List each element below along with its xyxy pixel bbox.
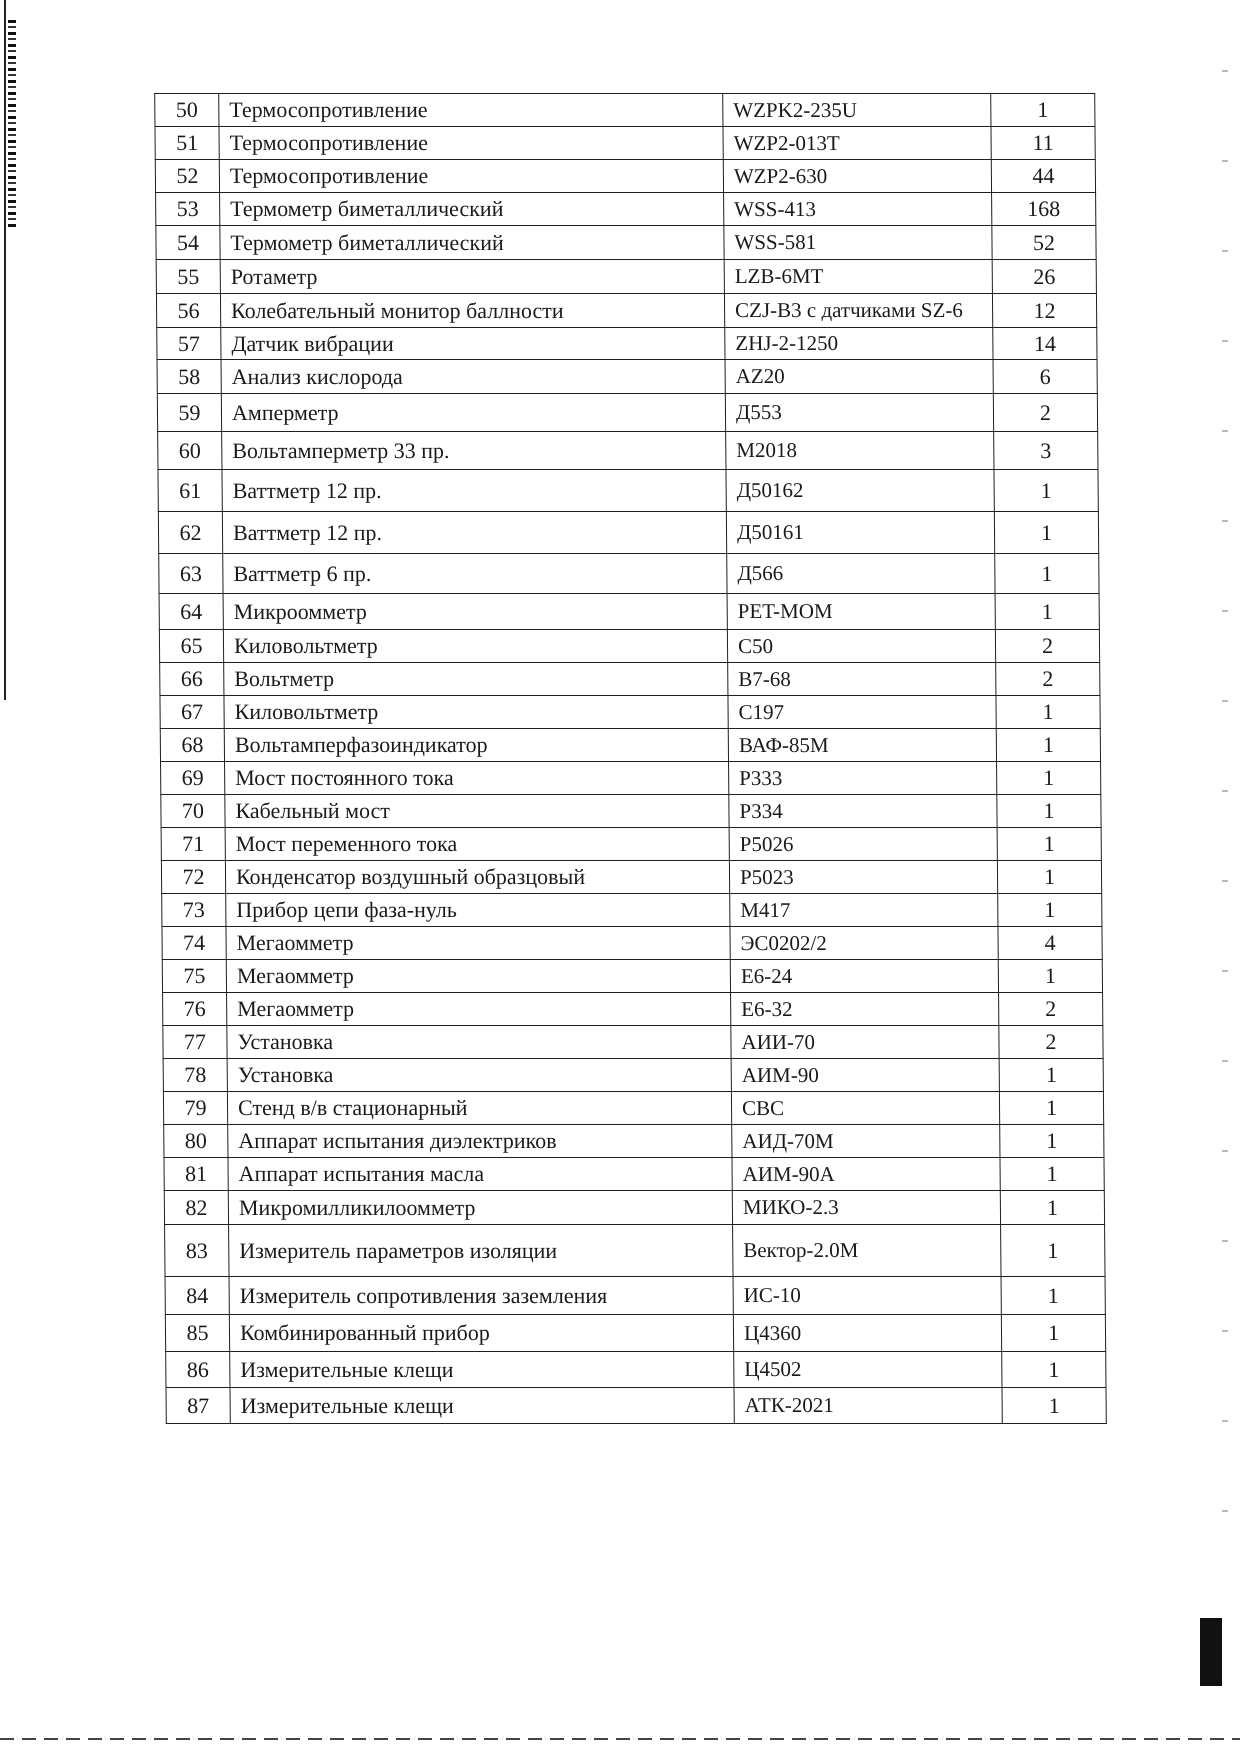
- item-model: В7-68: [728, 663, 996, 696]
- item-model: Вектор-2.0М: [733, 1225, 1001, 1277]
- row-number: 56: [156, 294, 220, 328]
- row-number: 67: [160, 696, 224, 729]
- table-row: [156, 193, 1096, 226]
- item-model: Р5026: [729, 828, 997, 861]
- item-quantity: 1: [995, 554, 1099, 594]
- row-number: 77: [163, 1026, 227, 1059]
- row-number: 55: [156, 260, 220, 294]
- item-name: Аппарат испытания масла: [228, 1158, 732, 1191]
- item-name: Мегаомметр: [226, 960, 730, 993]
- item-quantity: 11: [991, 127, 1095, 160]
- item-model: CZJ-B3 с датчиками SZ-6: [724, 294, 992, 328]
- item-quantity: 4: [998, 927, 1102, 960]
- item-model: АИД-70М: [732, 1125, 1000, 1158]
- item-name: Измеритель сопротивления заземления: [229, 1277, 733, 1315]
- row-number: 79: [163, 1092, 227, 1125]
- table-row: [166, 1352, 1106, 1388]
- table-row: [156, 260, 1096, 294]
- item-model: Р5023: [729, 861, 997, 894]
- row-number: 80: [164, 1125, 228, 1158]
- item-model: WSS-413: [724, 193, 992, 226]
- row-number: 73: [162, 894, 226, 927]
- item-name: Киловольтметр: [223, 630, 727, 663]
- item-quantity: 1: [1001, 1225, 1105, 1277]
- equipment-table: [154, 93, 1107, 1424]
- row-number: 61: [158, 470, 222, 512]
- item-name: Мегаомметр: [227, 993, 731, 1026]
- item-model: М417: [730, 894, 998, 927]
- item-model: АИИ-70: [731, 1026, 999, 1059]
- item-quantity: 2: [996, 663, 1100, 696]
- item-quantity: 3: [994, 432, 1098, 470]
- item-name: Конденсатор воздушный образцовый: [225, 861, 729, 894]
- item-model: WZPK2-235U: [723, 94, 991, 127]
- table-row: [155, 127, 1095, 160]
- item-quantity: 52: [992, 226, 1096, 260]
- item-model: С50: [727, 630, 995, 663]
- table-row: [160, 663, 1100, 696]
- table-row: [164, 1158, 1104, 1191]
- scan-edge-left: [4, 0, 16, 700]
- item-quantity: 168: [992, 193, 1096, 226]
- table-row: [161, 795, 1101, 828]
- table-row: [165, 1225, 1105, 1277]
- table-row: [158, 470, 1098, 512]
- item-name: Мост постоянного тока: [225, 762, 729, 795]
- item-quantity: 1: [998, 960, 1102, 993]
- item-quantity: 1: [1002, 1352, 1106, 1388]
- row-number: 76: [163, 993, 227, 1026]
- row-number: 87: [166, 1388, 230, 1424]
- row-number: 54: [156, 226, 220, 260]
- item-quantity: 26: [992, 260, 1096, 294]
- table-row: [158, 512, 1098, 554]
- item-quantity: 6: [993, 360, 1097, 394]
- item-name: Измеритель параметров изоляции: [229, 1225, 733, 1277]
- item-quantity: 1: [1000, 1191, 1104, 1225]
- item-quantity: 12: [992, 294, 1096, 328]
- item-name: Термосопротивление: [219, 160, 723, 193]
- item-model: С197: [728, 696, 996, 729]
- row-number: 71: [161, 828, 225, 861]
- item-name: Термометр биметаллический: [220, 193, 724, 226]
- item-quantity: 44: [991, 160, 1095, 193]
- item-model: Ц4360: [733, 1315, 1001, 1352]
- equipment-table-wrapper: [154, 93, 1106, 1424]
- item-name: Датчик вибрации: [221, 328, 725, 360]
- equipment-table-body: [155, 94, 1107, 1424]
- item-model: АИМ-90А: [732, 1158, 1000, 1191]
- table-row: [157, 328, 1097, 360]
- item-name: Вольтамперметр 33 пр.: [222, 432, 726, 470]
- table-row: [160, 729, 1100, 762]
- item-model: AZ20: [725, 360, 993, 394]
- scan-edge-right: [1222, 30, 1228, 1580]
- item-name: Анализ кислорода: [221, 360, 725, 394]
- table-row: [155, 94, 1095, 127]
- item-model: WSS-581: [724, 226, 992, 260]
- table-row: [158, 432, 1098, 470]
- item-model: СВС: [731, 1092, 999, 1125]
- row-number: 51: [155, 127, 219, 160]
- table-row: [162, 927, 1102, 960]
- table-row: [157, 394, 1097, 432]
- item-name: Амперметр: [221, 394, 725, 432]
- item-quantity: 1: [996, 696, 1100, 729]
- table-row: [159, 630, 1099, 663]
- item-name: Термосопротивление: [219, 94, 723, 127]
- item-name: Термосопротивление: [219, 127, 723, 160]
- table-row: [166, 1388, 1106, 1424]
- table-row: [162, 894, 1102, 927]
- item-quantity: 2: [995, 630, 1099, 663]
- item-quantity: 2: [999, 993, 1103, 1026]
- item-quantity: 1: [1000, 1125, 1104, 1158]
- item-model: Д553: [725, 394, 993, 432]
- row-number: 74: [162, 927, 226, 960]
- item-name: Ваттметр 12 пр.: [222, 470, 726, 512]
- item-quantity: 1: [997, 861, 1101, 894]
- item-model: Е6-32: [731, 993, 999, 1026]
- row-number: 60: [158, 432, 222, 470]
- item-model: Д50162: [726, 470, 994, 512]
- item-name: Ваттметр 6 пр.: [223, 554, 727, 594]
- row-number: 58: [157, 360, 221, 394]
- row-number: 69: [161, 762, 225, 795]
- item-name: Вольтамперфазоиндикатор: [224, 729, 728, 762]
- item-name: Аппарат испытания диэлектриков: [228, 1125, 732, 1158]
- item-name: Прибор цепи фаза-нуль: [226, 894, 730, 927]
- row-number: 86: [166, 1352, 230, 1388]
- item-model: ZHJ-2-1250: [725, 328, 993, 360]
- table-row: [163, 993, 1103, 1026]
- table-row: [163, 1026, 1103, 1059]
- item-name: Стенд в/в стационарный: [227, 1092, 731, 1125]
- table-row: [161, 861, 1101, 894]
- row-number: 84: [165, 1277, 229, 1315]
- row-number: 50: [155, 94, 219, 127]
- table-row: [161, 828, 1101, 861]
- table-row: [164, 1191, 1104, 1225]
- item-quantity: 1: [999, 1059, 1103, 1092]
- item-model: Р333: [729, 762, 997, 795]
- item-quantity: 1: [997, 762, 1101, 795]
- table-row: [161, 762, 1101, 795]
- row-number: 68: [160, 729, 224, 762]
- item-quantity: 1: [997, 828, 1101, 861]
- item-model: Р334: [729, 795, 997, 828]
- item-model: WZP2-013T: [723, 127, 991, 160]
- item-quantity: 14: [993, 328, 1097, 360]
- item-name: Мост переменного тока: [225, 828, 729, 861]
- item-quantity: 1: [998, 894, 1102, 927]
- scan-edge-bottom: [0, 1738, 1240, 1740]
- row-number: 59: [157, 394, 221, 432]
- table-row: [165, 1277, 1105, 1315]
- row-number: 72: [161, 861, 225, 894]
- table-row: [156, 226, 1096, 260]
- item-name: Киловольтметр: [224, 696, 728, 729]
- item-model: PET-MOM: [727, 594, 995, 630]
- table-row: [159, 594, 1099, 630]
- item-model: МИКО-2.3: [732, 1191, 1000, 1225]
- row-number: 53: [156, 193, 220, 226]
- row-number: 64: [159, 594, 223, 630]
- item-model: ЭС0202/2: [730, 927, 998, 960]
- table-row: [165, 1315, 1105, 1352]
- table-row: [163, 1092, 1103, 1125]
- item-model: LZB-6MT: [724, 260, 992, 294]
- row-number: 52: [155, 160, 219, 193]
- item-name: Кабельный мост: [225, 795, 729, 828]
- item-quantity: 1: [997, 795, 1101, 828]
- row-number: 66: [160, 663, 224, 696]
- item-name: Измерительные клещи: [230, 1388, 734, 1424]
- table-row: [163, 1059, 1103, 1092]
- item-name: Термометр биметаллический: [220, 226, 724, 260]
- row-number: 78: [163, 1059, 227, 1092]
- row-number: 75: [162, 960, 226, 993]
- row-number: 81: [164, 1158, 228, 1191]
- item-model: Е6-24: [730, 960, 998, 993]
- row-number: 85: [165, 1315, 229, 1352]
- item-name: Микромилликилоомметр: [228, 1191, 732, 1225]
- item-quantity: 1: [1002, 1388, 1106, 1424]
- table-row: [164, 1125, 1104, 1158]
- table-row: [159, 554, 1099, 594]
- row-number: 62: [158, 512, 222, 554]
- item-name: Мегаомметр: [226, 927, 730, 960]
- item-name: Установка: [227, 1026, 731, 1059]
- item-quantity: 1: [1001, 1315, 1105, 1352]
- item-name: Ваттметр 12 пр.: [222, 512, 726, 554]
- item-name: Измерительные клещи: [230, 1352, 734, 1388]
- row-number: 65: [159, 630, 223, 663]
- table-row: [160, 696, 1100, 729]
- row-number: 63: [159, 554, 223, 594]
- item-name: Ротаметр: [220, 260, 724, 294]
- item-model: М2018: [726, 432, 994, 470]
- item-name: Микроомметр: [223, 594, 727, 630]
- item-model: Д566: [727, 554, 995, 594]
- item-quantity: 1: [991, 94, 1095, 127]
- item-model: АИМ-90: [731, 1059, 999, 1092]
- item-quantity: 1: [1001, 1277, 1105, 1315]
- table-row: [155, 160, 1095, 193]
- row-number: 82: [164, 1191, 228, 1225]
- item-quantity: 1: [994, 470, 1098, 512]
- scan-mark: [1200, 1618, 1222, 1686]
- item-model: Ц4502: [734, 1352, 1002, 1388]
- table-row: [157, 360, 1097, 394]
- item-model: АТК-2021: [734, 1388, 1002, 1424]
- row-number: 70: [161, 795, 225, 828]
- item-quantity: 2: [999, 1026, 1103, 1059]
- item-model: ВАФ-85М: [728, 729, 996, 762]
- table-row: [162, 960, 1102, 993]
- item-quantity: 1: [999, 1092, 1103, 1125]
- item-model: ИС-10: [733, 1277, 1001, 1315]
- table-row: [156, 294, 1096, 328]
- item-model: Д50161: [726, 512, 994, 554]
- item-quantity: 2: [993, 394, 1097, 432]
- row-number: 57: [157, 328, 221, 360]
- item-name: Колебательный монитор баллности: [220, 294, 724, 328]
- item-model: WZP2-630: [723, 160, 991, 193]
- item-name: Комбинированный прибор: [229, 1315, 733, 1352]
- item-name: Вольтметр: [224, 663, 728, 696]
- item-quantity: 1: [996, 729, 1100, 762]
- item-quantity: 1: [1000, 1158, 1104, 1191]
- row-number: 83: [165, 1225, 229, 1277]
- item-quantity: 1: [995, 594, 1099, 630]
- item-name: Установка: [227, 1059, 731, 1092]
- item-quantity: 1: [994, 512, 1098, 554]
